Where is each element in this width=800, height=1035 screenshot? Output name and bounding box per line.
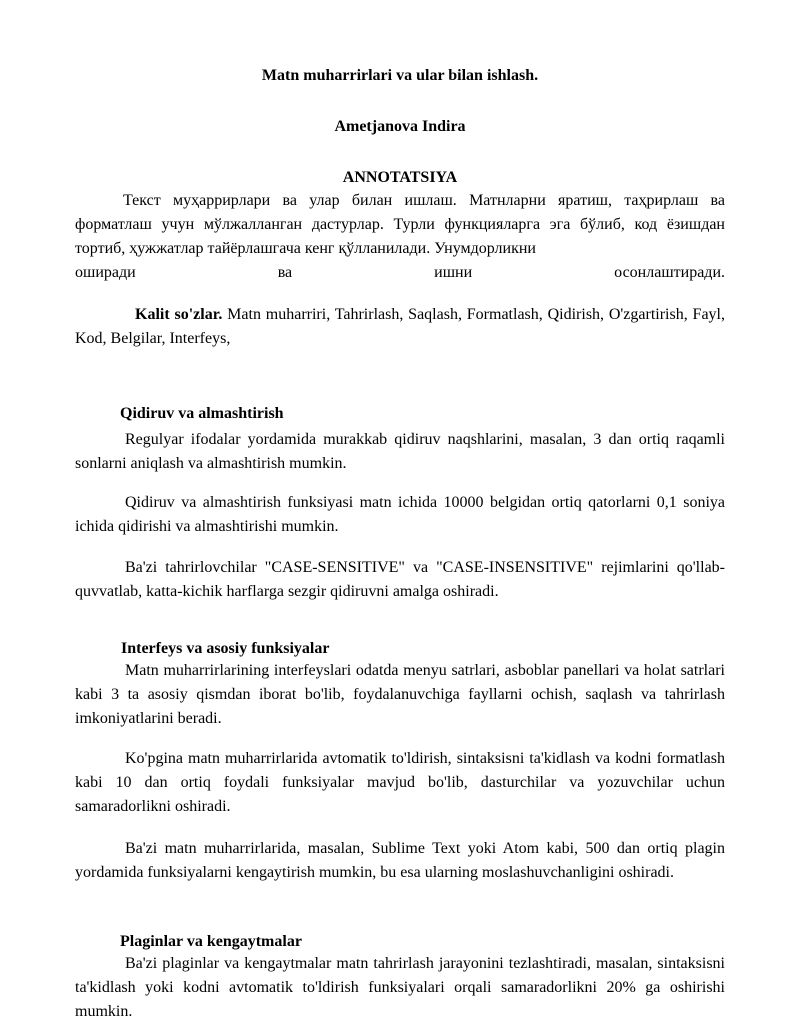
section-paragraph: Ko'pgina matn muharrirlarida avtomatik to'ldirish, sintaksisni ta'kidlash va kodni formatlash kabi 10 dan ortiq foydali funksiyalar mavjud bo'lib, dasturchilar va yozuvchilar uchun samaradorlikni oshiradi. — [75, 750, 725, 815]
section-paragraph: Ba'zi tahrirlovchilar "CASE-SENSITIVE" va "CASE-INSENSITIVE" rejimlarini qo'llab-quvvatlab, katta-kichik harflarga sezgir qidiruvni amalga oshiradi. — [75, 559, 725, 600]
document-title: Matn muharrirlari va ular bilan ishlash. — [261, 67, 539, 84]
section-paragraph: Qidiruv va almashtirish funksiyasi matn ichida 10000 belgidan ortiq qatorlarni 0,1 soniya ichida qidirishi va almashtirishi mumkin. — [75, 494, 725, 535]
section-heading-interface: Interfeys va asosiy funksiyalar — [121, 640, 330, 657]
section-paragraph: Matn muharrirlarining interfeyslari odatda menyu satrlari, asboblar panellari va holat satrlari kabi 3 ta asosiy qismdan iborat bo'lib, foydalanuvchiga fayllarni ochish, saqlash va tahrirlash imkoniyatlarini beradi. — [75, 662, 725, 727]
section-heading-search-replace: Qidiruv va almashtirish — [120, 405, 284, 422]
section-paragraph: Ba'zi plaginlar va kengaytmalar matn tahrirlash jarayonini tezlashtiradi, masalan, sintaksisni ta'kidlash yoki kodni avtomatik to'ldirish funksiyalari orqali samaradorlikni 20% ga oshirishi mumkin. — [75, 955, 725, 1020]
author-name: Ametjanova Indira — [334, 118, 466, 135]
section-paragraph: Ba'zi matn muharrirlarida, masalan, Sublime Text yoki Atom kabi, 500 dan ortiq plagin yordamida funksiyalarni kengaytirish mumkin, bu esa ularning moslashuvchanligini oshiradi. — [75, 840, 725, 881]
keywords-paragraph — [75, 303, 725, 351]
keywords-text: Matn muharriri, Tahrirlash, Saqlash, Formatlash, Qidirish, O'zgartirish, Fayl, Kod, Belgilar, Interfeys, — [75, 306, 725, 347]
section-heading-plugins: Plaginlar va kengaytmalar — [120, 933, 302, 950]
keywords-label: Kalit so'zlar. — [135, 306, 223, 323]
annotation-heading: ANNOTATSIYA — [342, 169, 458, 186]
annotation-paragraph: Текст муҳаррирлари ва улар билан ишлаш. Матнларни яратиш, таҳрирлаш ва форматлаш учун мўлжалланган дастурлар. Турли функцияларга эга бўлиб, код ёзишдан тортиб, ҳужжатлар тайёрлашгача кенг қўлланилади. Унумдорликни — [75, 192, 725, 257]
document-page — [75, 0, 725, 1035]
annotation-paragraph-last-line: оширади ва ишни осонлаштиради. — [75, 264, 725, 281]
section-paragraph: Regulyar ifodalar yordamida murakkab qidiruv naqshlarini, masalan, 3 dan ortiq raqamli sonlarni aniqlash va almashtirish mumkin. — [75, 431, 725, 472]
